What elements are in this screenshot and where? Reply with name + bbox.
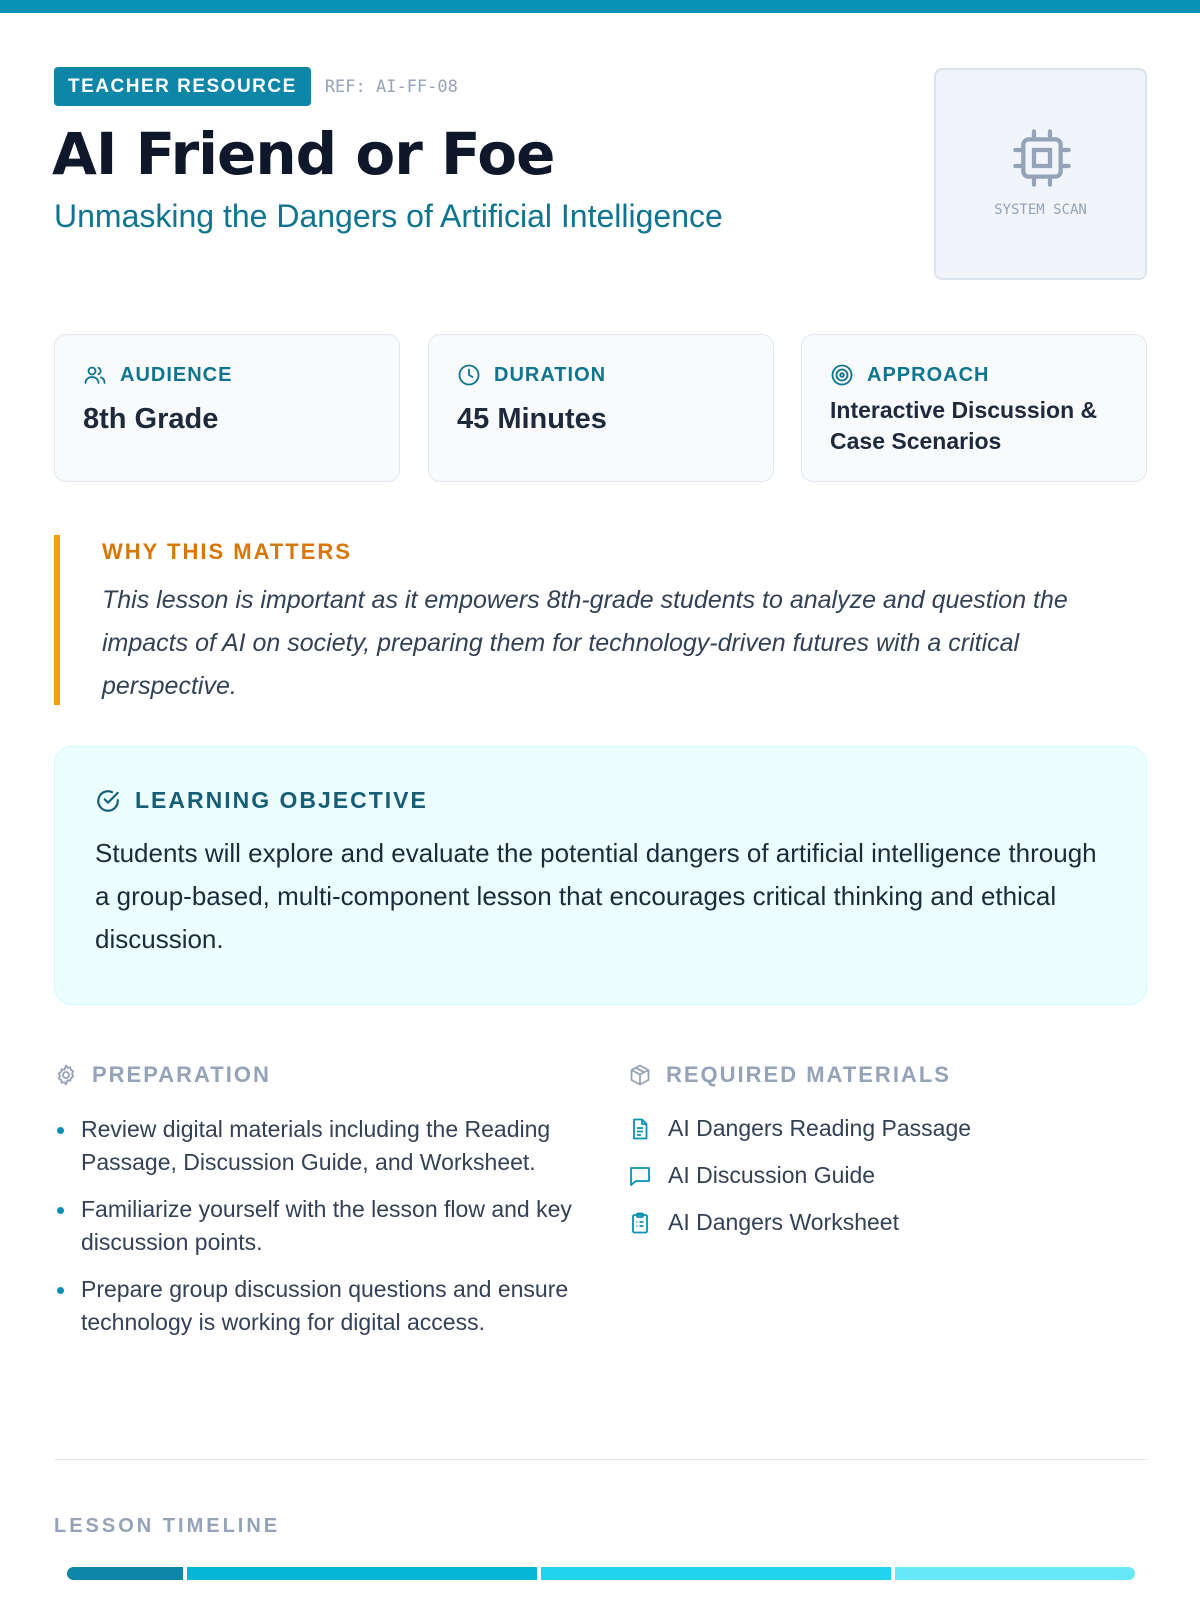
timeline-segment <box>541 1567 891 1580</box>
cpu-icon <box>1010 126 1074 190</box>
timeline-segment <box>67 1567 183 1580</box>
resource-badge: TEACHER RESOURCE <box>54 67 311 106</box>
clipboard-icon <box>628 1211 652 1235</box>
card-label: AUDIENCE <box>120 363 233 386</box>
preparation-label: PREPARATION <box>92 1062 271 1087</box>
why-label: WHY THIS MATTERS <box>102 539 352 564</box>
preparation-list <box>54 1113 574 1353</box>
list-item: Familiarize yourself with the lesson flow and key discussion points. <box>54 1193 574 1259</box>
lesson-timeline <box>67 1567 1135 1580</box>
timeline-segment <box>895 1567 1135 1580</box>
material-label: AI Dangers Reading Passage <box>668 1115 972 1141</box>
section-divider <box>54 1459 1147 1460</box>
list-item: Review digital materials including the Reading Passage, Discussion Guide, and Worksheet. <box>54 1113 574 1179</box>
card-label: DURATION <box>494 363 607 386</box>
objective-text: Students will explore and evaluate the potential dangers of artificial intelligence through a group-based, multi-component lesson that encourages critical thinking and ethical discussion. <box>95 838 1097 954</box>
material-item[interactable] <box>628 1112 971 1145</box>
material-label: AI Discussion Guide <box>668 1162 876 1188</box>
page-title: AI Friend or Foe <box>52 120 555 188</box>
why-this-matters <box>54 535 1144 705</box>
document-icon <box>628 1117 652 1141</box>
learning-objective <box>54 746 1147 1005</box>
target-icon <box>830 363 854 387</box>
timeline-label: LESSON TIMELINE <box>54 1515 281 1537</box>
materials-list <box>628 1112 971 1253</box>
system-scan-panel <box>934 68 1147 280</box>
material-label: AI Dangers Worksheet <box>668 1209 899 1235</box>
header-meta <box>54 67 458 106</box>
material-item[interactable] <box>628 1159 971 1192</box>
users-icon <box>83 363 107 387</box>
card-value: 45 Minutes <box>457 403 607 435</box>
preparation-heading <box>54 1062 271 1088</box>
check-circle-icon <box>95 788 121 814</box>
duration-card <box>428 334 774 482</box>
audience-card <box>54 334 400 482</box>
why-text: This lesson is important as it empowers 8th-grade students to analyze and question the impacts of AI on society, preparing them for technology-driven futures with a critical perspective. <box>102 586 1068 700</box>
objective-label: LEARNING OBJECTIVE <box>135 787 428 813</box>
card-label: APPROACH <box>867 363 990 386</box>
gear-icon <box>54 1063 78 1087</box>
clock-icon <box>457 363 481 387</box>
material-item[interactable] <box>628 1206 971 1239</box>
scan-label: SYSTEM SCAN <box>994 202 1087 218</box>
page-subtitle: Unmasking the Dangers of Artificial Intelligence <box>54 198 723 234</box>
list-item: Prepare group discussion questions and ensure technology is working for digital access. <box>54 1273 574 1339</box>
reference-code: REF: AI-FF-08 <box>324 76 458 97</box>
materials-heading <box>628 1062 951 1088</box>
approach-card <box>801 334 1147 482</box>
timeline-segment <box>187 1567 537 1580</box>
top-accent-bar <box>0 0 1200 13</box>
card-value: Interactive Discussion & Case Scenarios <box>830 397 1098 454</box>
package-icon <box>628 1063 652 1087</box>
materials-label: REQUIRED MATERIALS <box>666 1062 951 1087</box>
chat-icon <box>628 1164 652 1188</box>
card-value: 8th Grade <box>83 403 219 435</box>
